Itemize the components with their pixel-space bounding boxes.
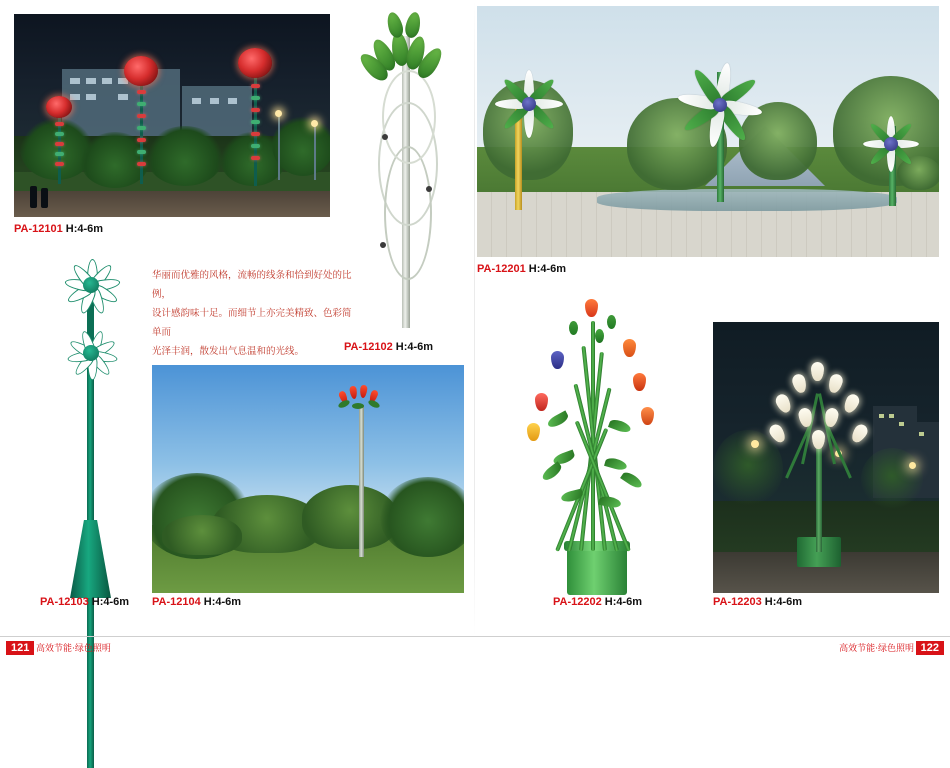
pole-segment-light [137,102,146,106]
description-line-2: 设计感韵味十足。而细节上亦完美精致、色彩简单而 [152,308,352,338]
street-lamp-pole [314,124,316,180]
flower-bloom [633,373,646,391]
spiral-ribbon [382,70,436,164]
leaf [352,403,364,409]
render-pa-12103 [36,248,146,593]
flower-bloom [551,351,564,369]
pond [597,189,897,211]
flower-bloom [527,423,540,441]
pole-segment-light [251,144,260,148]
caption-size: H:4-6m [528,263,567,275]
description-paragraph [152,266,352,361]
pole-segment-light [137,138,146,142]
render-pa-12102 [352,6,460,336]
leaf [608,418,632,435]
leaf [546,410,570,429]
pole-segment-light [251,132,260,136]
fixture-node [380,242,386,248]
pole-segment-light [251,120,260,124]
fixture-node [382,134,388,140]
caption-size: H:4-6m [764,596,803,608]
building-window [192,98,201,104]
palm-tree [272,114,330,176]
caption-pa-12202 [553,596,642,608]
building-window [919,432,924,436]
leaf [337,399,350,410]
pole-segment-light [137,126,146,130]
street-lamp-pole [278,114,280,180]
building-window [86,94,96,100]
pole-segment-light [137,162,146,166]
caption-size: H:4-6m [604,596,643,608]
flower-bloom [623,339,636,357]
pole-segment-light [251,84,260,88]
flower-bloom [585,299,598,317]
photo-pa-12104 [152,365,464,593]
caption-code: PA-12101 [14,223,63,235]
flower-ball-light [124,56,158,86]
leaf-blade [403,11,422,39]
building-window [889,414,894,418]
building-window [102,78,112,84]
pedestrian [41,188,48,208]
leaf [620,470,644,491]
pole-segment-light [137,150,146,154]
flower-bud [607,315,616,329]
walkway [14,191,330,217]
description-line-1: 华丽而优雅的风格，流畅的线条和恰到好处的比例， [152,270,352,300]
tree [713,430,783,508]
street-lamp-glow [909,462,916,469]
pole-segment-light [55,132,64,136]
caption-size: H:4-6m [395,341,434,353]
street-lamp-glow [751,440,759,448]
shrub [162,515,242,555]
flower-head-upper [54,248,128,322]
street-lamp-glow [311,120,318,127]
page-spine [474,0,475,637]
flower-head-lower [58,320,124,386]
tree [861,448,923,510]
render-pa-12202 [505,295,680,595]
tulip-bloom [349,386,358,400]
flower-bloom [535,393,548,411]
pole-segment-light [55,152,64,156]
leaf [367,399,380,410]
building-window [228,98,237,104]
pinwheel-flower-head [493,68,565,140]
flower-bud [569,321,578,335]
caption-size: H:4-6m [91,596,130,608]
planter-rim [564,541,630,551]
flower-hub [884,137,898,151]
caption-code: PA-12102 [344,341,393,353]
fixture-node [426,186,432,192]
building-window [70,78,80,84]
caption-pa-12201 [477,263,566,275]
pole-segment-light [55,162,64,166]
footer-slogan-right: 高效节能·绿色照明 [839,644,914,654]
flower-hub [522,97,536,111]
pole-base [70,520,111,598]
page-number-right: 122 [916,641,944,655]
pole-segment-light [137,90,146,94]
flower-light-post [359,405,364,557]
flower-hub [83,345,99,361]
stem-trunk [816,442,822,552]
flower-bud [595,329,604,343]
flower-ball-light [238,48,272,78]
caption-pa-12103 [40,596,129,608]
pedestrian [30,186,37,208]
caption-pa-12203 [713,596,802,608]
flower-hub [83,277,99,293]
palm-tree [146,126,224,186]
pole-segment-light [137,114,146,118]
caption-code: PA-12201 [477,263,526,275]
planter-base [567,547,627,595]
caption-pa-12101 [14,223,103,235]
building-window [899,422,904,426]
footer-slogan-left: 高效节能·绿色照明 [36,644,111,654]
caption-code: PA-12103 [40,596,89,608]
page-number-left: 121 [6,641,34,655]
pole-segment-light [55,142,64,146]
caption-size: H:4-6m [65,223,104,235]
photo-pa-12203 [713,322,939,593]
spiral-ribbon [384,146,432,280]
pinwheel-flower-head [677,62,763,148]
footer-rule [0,636,950,637]
street-lamp-glow [275,110,282,117]
pole-segment-light [251,108,260,112]
flower-ball-light [46,96,72,118]
pole-segment-light [251,156,260,160]
caption-size: H:4-6m [203,596,242,608]
caption-code: PA-12202 [553,596,602,608]
photo-pa-12201 [477,6,939,257]
pole-segment-light [55,122,64,126]
building-window [70,94,80,100]
building-window [118,94,128,100]
pole-segment-light [251,96,260,100]
description-line-3: 光泽丰润，散发出气息温和的光线。 [152,346,305,357]
leaf [540,461,563,482]
flower-hub [713,98,727,112]
caption-code: PA-12104 [152,596,201,608]
caption-pa-12102 [344,341,433,353]
building-window [879,414,884,418]
leaf [604,456,628,472]
caption-pa-12104 [152,596,241,608]
tulip-cluster-head [338,385,386,411]
building-window [210,98,219,104]
tulip-bloom [359,385,367,399]
caption-code: PA-12203 [713,596,762,608]
flower-bloom [641,407,654,425]
photo-pa-12101 [14,14,330,217]
building-window [86,78,96,84]
pinwheel-flower-head [859,112,923,176]
